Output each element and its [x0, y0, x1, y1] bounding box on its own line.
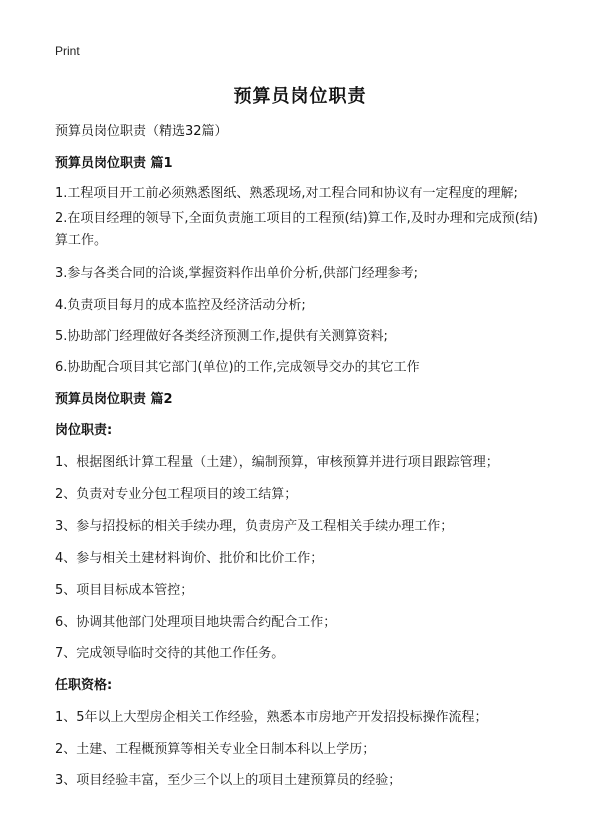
print-label[interactable]: Print: [55, 44, 80, 58]
qualifications-heading: 任职资格:: [55, 678, 113, 693]
section-1-item: 6.协助配合项目其它部门(单位)的工作,完成领导交办的其它工作: [55, 360, 420, 375]
duty-item: 4、参与相关土建材料询价、批价和比价工作；: [55, 551, 324, 566]
duty-item: 3、参与招投标的相关手续办理，负责房产及工程相关手续办理工作；: [55, 519, 454, 534]
section-1-heading: 预算员岗位职责 篇1: [55, 156, 173, 171]
document-title: 预算员岗位职责: [233, 86, 367, 107]
qualification-item: 2、土建、工程概预算等相关专业全日制本科以上学历；: [55, 742, 376, 757]
section-2-heading: 预算员岗位职责 篇2: [55, 392, 173, 407]
section-1-item: 5.协助部门经理做好各类经济预测工作,提供有关测算资料;: [55, 329, 388, 344]
duty-item: 6、协调其他部门处理项目地块需合约配合工作；: [55, 615, 337, 630]
duty-item: 2、负责对专业分包工程项目的竣工结算；: [55, 487, 298, 502]
section-1-item: 2.在项目经理的领导下,全面负责施工项目的工程预(结)算工作,及时办理和完成预(结)算工作。: [55, 211, 538, 248]
duty-item: 7、完成领导临时交待的其他工作任务。: [55, 646, 285, 661]
duties-heading: 岗位职责:: [55, 423, 113, 438]
document-subtitle: 预算员岗位职责（精选32篇）: [55, 124, 228, 139]
duty-item: 1、根据图纸计算工程量（土建），编制预算，审核预算并进行项目跟踪管理；: [55, 455, 499, 470]
section-1-item: 4.负责项目每月的成本监控及经济活动分析;: [55, 298, 306, 313]
qualification-item: 3、项目经验丰富，至少三个以上的项目土建预算员的经验；: [55, 773, 402, 788]
section-1-item: 1.工程项目开工前必须熟悉图纸、熟悉现场,对工程合同和协议有一定程度的理解;: [55, 186, 518, 201]
duty-item: 5、项目目标成本管控；: [55, 583, 194, 598]
qualification-item: 1、5年以上大型房企相关工作经验，熟悉本市房地产开发招投标操作流程；: [55, 710, 488, 725]
section-1-item: 3.参与各类合同的洽谈,掌握资料作出单价分析,供部门经理参考;: [55, 266, 419, 281]
